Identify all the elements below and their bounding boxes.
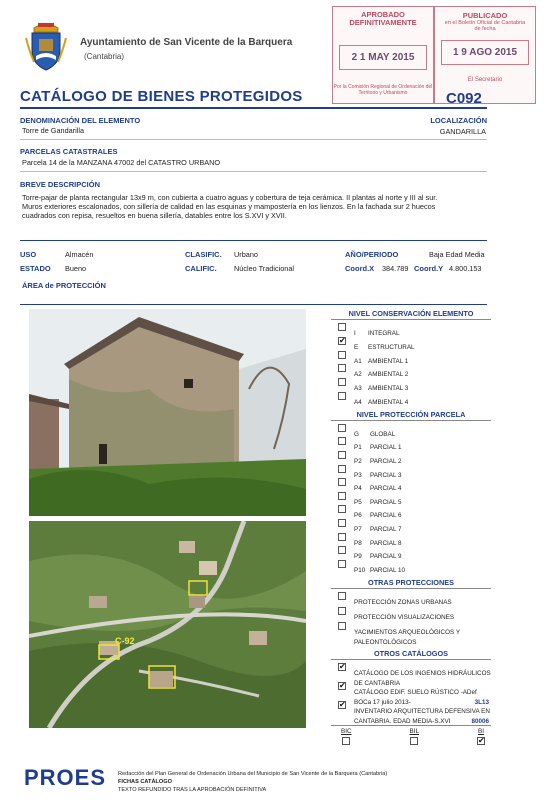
descripcion-label: BREVE DESCRIPCIÓN	[20, 180, 101, 189]
approval-stamp	[332, 6, 434, 104]
catalog-ref: 80006	[471, 718, 489, 726]
otros-catalogos-title: OTROS CATÁLOGOS	[373, 649, 449, 659]
nivel-parcela-title: NIVEL PROTECCIÓN PARCELA	[356, 409, 466, 419]
option-code: P1	[354, 444, 362, 452]
option-code: P4	[354, 485, 362, 493]
divider	[331, 659, 491, 660]
catalog-code: C092	[446, 90, 482, 107]
option-text	[354, 621, 491, 646]
option-label: AMBIENTAL 1	[368, 357, 409, 365]
stamp-published-footer: El Secretario	[467, 77, 503, 83]
checkbox[interactable]	[338, 592, 346, 600]
option-label-line-2: DE CANTABRIA	[354, 680, 401, 688]
bic-option	[477, 728, 485, 745]
checkbox[interactable]	[338, 364, 346, 372]
checkbox[interactable]	[338, 392, 346, 400]
denominacion-label: DENOMINACIÓN DEL ELEMENTO	[20, 116, 141, 125]
bic-row	[331, 728, 491, 745]
divider	[331, 420, 491, 421]
otros-catalogo-option	[331, 700, 491, 726]
otros-catalogos-list	[331, 662, 491, 726]
checkbox[interactable]	[338, 378, 346, 386]
conservacion-option	[331, 336, 491, 350]
conservacion-option	[331, 391, 491, 405]
option-code: A3	[354, 385, 362, 393]
ano-value: Baja Edad Media	[429, 250, 485, 259]
parcela-option	[331, 491, 491, 505]
checkbox[interactable]	[338, 560, 346, 568]
option-label: AMBIENTAL 4	[368, 398, 409, 406]
option-text	[354, 700, 491, 725]
area-proteccion-label: ÁREA de PROTECCIÓN	[22, 281, 106, 290]
option-code: P7	[354, 525, 362, 533]
parcela-option	[331, 545, 491, 559]
checkbox[interactable]	[338, 607, 346, 615]
checkbox[interactable]: ✔	[339, 335, 346, 345]
conservacion-option	[331, 322, 491, 336]
parcela-option	[331, 504, 491, 518]
option-code: P8	[354, 539, 362, 547]
checkbox[interactable]	[338, 424, 346, 432]
option-label: PARCIAL 5	[370, 498, 402, 506]
option-label: PARCIAL 3	[370, 471, 402, 479]
localizacion-value: GANDARILLA	[439, 127, 486, 136]
stamp-published-date: 1 9 AGO 2015	[441, 40, 529, 65]
option-label: PARCIAL 1	[370, 444, 402, 452]
nivel-conservacion-title: NIVEL CONSERVACIÓN ELEMENTO	[348, 309, 474, 318]
denominacion-value: Torre de Gandarilla	[22, 126, 85, 135]
option-label: GLOBAL	[370, 430, 396, 438]
parcelas-label: PARCELAS CATASTRALES	[20, 147, 118, 156]
map-tag-label: C-92	[115, 636, 135, 646]
stamp-approved-title: APROBADO DEFINITIVAMENTE	[349, 10, 417, 27]
option-label: PARCIAL 7	[370, 525, 402, 533]
bic-label: BIC	[341, 728, 352, 736]
option-code: I	[354, 330, 356, 337]
estado-value: Bueno	[65, 264, 87, 273]
org-region: (Cantabria)	[84, 52, 125, 61]
parcela-option	[331, 518, 491, 532]
option-label: CATÁLOGO EDIF. SUELO RÚSTICO -ADef	[354, 689, 477, 697]
option-label: INVENTARIO ARQUITECTURA DEFENSIVA EN	[354, 708, 490, 716]
option-text	[354, 391, 491, 409]
divider	[20, 171, 487, 172]
option-code: P5	[354, 498, 362, 506]
option-code: P3	[354, 471, 362, 479]
localizacion-label: LOCALIZACIÓN	[430, 116, 487, 125]
uso-label: USO	[20, 250, 37, 259]
option-code: E	[354, 343, 359, 351]
checkbox[interactable]	[342, 737, 350, 745]
option-label: AMBIENTAL 3	[368, 385, 409, 393]
option-label: PARCIAL 10	[370, 566, 405, 574]
stamp-published-title: PUBLICADO	[462, 11, 508, 20]
catalog-ref: 3L13	[474, 699, 489, 707]
parcela-option	[331, 477, 491, 491]
divider	[331, 588, 491, 589]
parcela-option	[331, 532, 491, 546]
tower-photo	[29, 309, 306, 516]
otras-proteccion-option	[331, 606, 491, 621]
option-label: ESTRUCTURAL	[368, 343, 415, 351]
option-label: PARCIAL 9	[370, 553, 402, 561]
option-label-line-2: PALEONTOLÓGICOS	[354, 639, 417, 647]
option-label: CATÁLOGO DE LOS INGENIOS HIDRÁULICOS	[354, 670, 491, 678]
checkbox[interactable]: ✔	[339, 681, 346, 691]
bic-option	[341, 728, 352, 745]
option-label: YACIMIENTOS ARQUEOLÓGICOS Y	[354, 629, 461, 637]
otras-proteccion-option	[331, 591, 491, 606]
coordx-value: 384.789	[382, 264, 409, 273]
stamp-published-subtitle: en el Boletín Oficial de Cantabria de fecha	[444, 20, 526, 32]
checkbox[interactable]	[338, 546, 346, 554]
coat-of-arms-logo	[24, 20, 68, 72]
parcelas-value: Parcela 14 de la MANZANA 47002 del CATASTRO URBANO	[22, 158, 221, 167]
parcela-option	[331, 436, 491, 450]
option-label: AMBIENTAL 2	[368, 371, 409, 379]
nivel-parcela-list	[331, 423, 491, 573]
option-label-line-2: BOCa 17 julio 2013-	[354, 699, 411, 707]
parcela-option	[331, 450, 491, 464]
page-title: CATÁLOGO DE BIENES PROTEGIDOS	[20, 88, 303, 105]
section-rule	[20, 240, 487, 241]
checkbox[interactable]	[338, 465, 346, 473]
parcela-option	[331, 559, 491, 573]
checkbox[interactable]	[338, 622, 346, 630]
nivel-conservacion-list	[331, 322, 491, 405]
option-code: A2	[354, 371, 362, 379]
option-label: INTEGRAL	[368, 330, 400, 337]
conservacion-option	[331, 363, 491, 377]
checkbox[interactable]	[338, 437, 346, 445]
checkbox[interactable]	[338, 533, 346, 541]
estado-label: ESTADO	[20, 264, 51, 273]
option-text	[354, 559, 491, 577]
coordy-value: 4.800.153	[449, 264, 482, 273]
title-rule	[20, 107, 487, 109]
footer-line-1: Redacción del Plan General de Ordenación Urbana del Municipio de San Vicente de la Barquera (Cantabria)	[118, 771, 388, 777]
aerial-map	[29, 521, 306, 728]
checkbox[interactable]	[338, 323, 346, 331]
parcela-option	[331, 464, 491, 478]
checkbox[interactable]: ✔	[339, 662, 346, 672]
coordy-label: Coord.Y	[414, 264, 444, 273]
checkbox[interactable]	[338, 478, 346, 486]
option-label: PROTECCIÓN VISUALIZACIONES	[354, 614, 455, 622]
option-code: G	[354, 430, 359, 438]
option-code: A1	[354, 357, 362, 365]
checkbox[interactable]	[338, 451, 346, 459]
option-code: P10	[354, 566, 366, 574]
org-name: Ayuntamiento de San Vicente de la Barquera	[80, 37, 293, 48]
otros-catalogo-option	[331, 662, 491, 688]
divider	[331, 725, 491, 726]
proes-logo: PROES	[24, 765, 107, 790]
bic-label: BI	[478, 728, 484, 736]
calific-label: CALIFIC.	[185, 264, 217, 273]
checkbox[interactable]	[338, 519, 346, 527]
stamp-approved-footer: Por la Comisión Regional de Ordenación del Territorio y Urbanismo	[333, 84, 433, 96]
footer-line-3: TEXTO REFUNDIDO TRAS LA APROBACIÓN DEFINITIVA	[118, 787, 267, 793]
option-code: P9	[354, 553, 362, 561]
stamp-approved-date: 2 1 MAY 2015	[339, 45, 427, 70]
option-code: P2	[354, 457, 362, 465]
divider	[20, 139, 487, 140]
divider	[331, 319, 491, 320]
footer-line-2: FICHAS CATÁLOGO	[118, 779, 172, 785]
clasif-label: CLASIFIC.	[185, 250, 222, 259]
otras-protecciones-title: OTRAS PROTECCIONES	[368, 578, 454, 588]
otras-protecciones-list	[331, 591, 491, 647]
checkbox[interactable]	[338, 505, 346, 513]
bic-label: BIL	[409, 728, 419, 736]
coordx-label: Coord.X	[345, 264, 375, 273]
option-label: PARCIAL 6	[370, 512, 402, 520]
clasif-value: Urbano	[234, 250, 258, 259]
parcela-option	[331, 423, 491, 437]
descripcion-line-3: cuadrados con repisa, resueltos en buena sillería, datables entre los S.XVI y XVII.	[22, 211, 287, 220]
checkbox[interactable]	[410, 737, 418, 745]
option-label: PROTECCIÓN ZONAS URBANAS	[354, 599, 452, 607]
option-label: PARCIAL 8	[370, 539, 402, 547]
option-label-line-2: CANTABRIA. EDAD MEDIA-S.XVI	[354, 718, 451, 726]
otras-proteccion-option	[331, 621, 491, 647]
conservacion-option	[331, 377, 491, 391]
calific-value: Núcleo Tradicional	[234, 264, 295, 273]
checkbox[interactable]	[338, 351, 346, 359]
descripcion-line-2: Muros exteriores escalonados, con sillería de calidad en las esquinas y mampostería en los lienzos. En la fachada sur 2 huecos	[22, 202, 436, 211]
checkbox[interactable]	[338, 492, 346, 500]
right-panel	[331, 306, 491, 745]
ano-label: AÑO/PERIODO	[345, 250, 399, 259]
option-code: A4	[354, 398, 362, 406]
descripcion-line-1: Torre-pajar de planta rectangular 13x9 m, con cubierta a cuatro aguas y cobertura de teja cerámica. II plantas al norte y III al sur.	[22, 193, 438, 202]
option-code: P6	[354, 512, 362, 520]
option-label: PARCIAL 4	[370, 485, 402, 493]
uso-value: Almacén	[65, 250, 94, 259]
section-rule	[20, 304, 487, 305]
checkbox[interactable]: ✔	[477, 736, 485, 746]
conservacion-option	[331, 350, 491, 364]
checkbox[interactable]: ✔	[339, 700, 346, 710]
bic-option	[410, 728, 419, 745]
otros-catalogo-option	[331, 681, 491, 707]
option-label: PARCIAL 2	[370, 457, 402, 465]
